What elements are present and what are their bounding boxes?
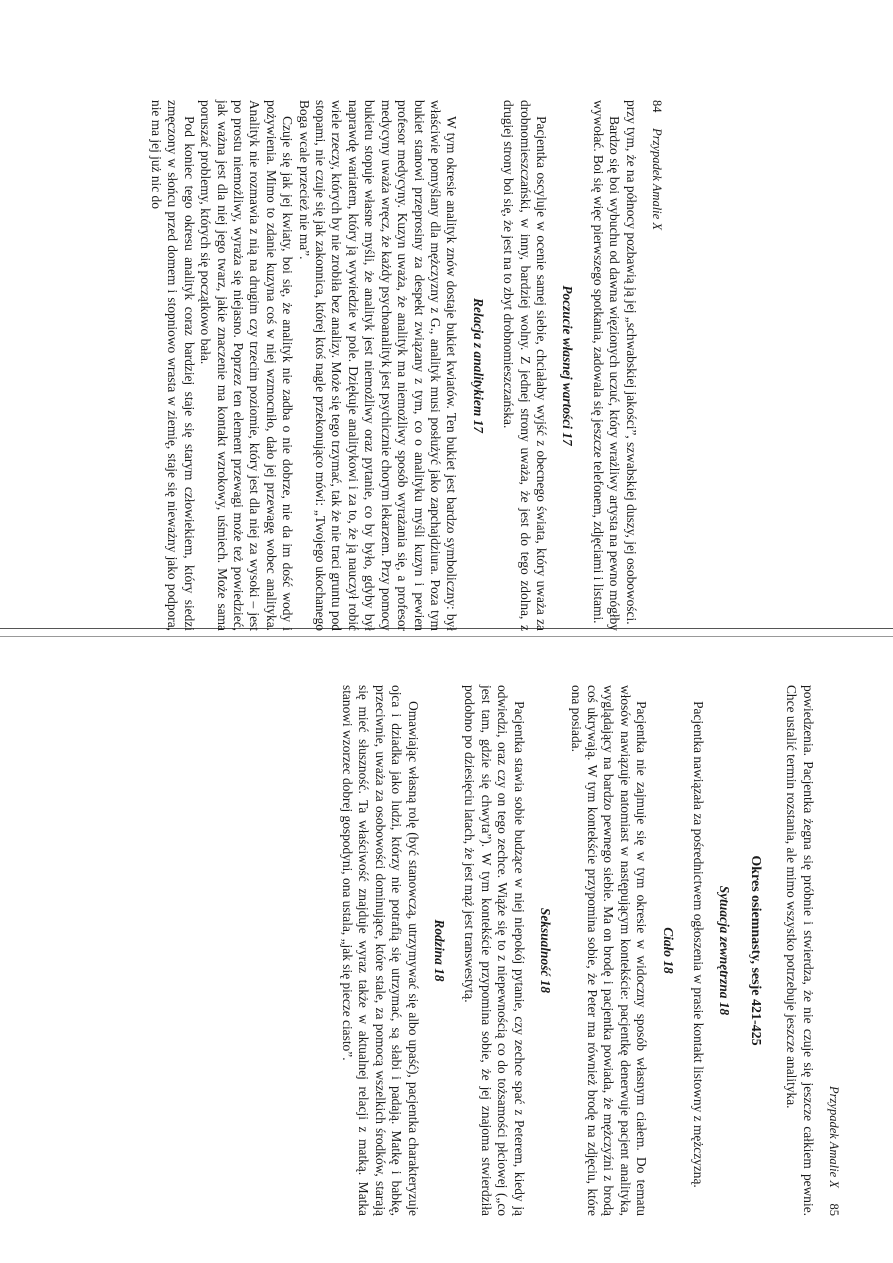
section-heading: Sytuacja zewnętrzna 18	[717, 885, 733, 1016]
section-heading: Poczucie własnej wartości 17	[560, 285, 576, 446]
paragraph: Pacjentka nawiązała za pośrednictwem ogłoszenia w prasie kontakt listowny z mężczyzną.	[690, 701, 706, 1188]
paragraph: Pod koniec tego okresu analityk coraz bardziej staje się starym człowiekiem, który siedzi zmęczony w słońcu przed domem i stopniowo wrasta w ziemię, staje się nieważny jako podpora, nie ma jej już nic do	[149, 100, 197, 631]
running-title: Przypadek Amalie X	[650, 128, 664, 230]
paragraph: powiedzenia. Pacjentka żegna się próbnie i stwierdza, że nie czuje się jeszcze całkiem pewnie. Chce ustalić termin rozstania, ale mimo wszystko potrzebuje jeszcze analityka.	[784, 685, 816, 1216]
paragraph: Omawiając własną rolę (być stanowczą, utrzymywać się albo upaść), pacjentka charakteryzuje ojca i dziadka jako ludzi, którzy nie potrafią się utrzymać, są słabi i padają. Matkę i babkę, przeciwnie, uważa za osobowości dominujące, które stale, za pomocą wszelkich środków, starają się mieć słuszność. Ta właściwość znajduje wyraz także w aktualnej relacji z matką. Matka stanowi wzorzec dobrej gospodyni, ona ustala, „jak się piecze ciasto”.	[340, 685, 421, 1216]
section-heading: Rodzina 18	[432, 919, 448, 982]
section-heading: Seksualność 18	[538, 907, 554, 994]
running-title: Przypadek Amalie X	[827, 1086, 841, 1188]
paragraph: przy tym, że na północy pozbawią ją jej „schwabskiej jakości”, szwabskiej duszy, jej osobowości.	[623, 100, 639, 625]
paragraph: Pacjentka nie zajmuje się w tym okresie w widoczny sposób własnym ciałem. Do tematu włosów nawiązuje natomiast w następującym kontekście: pacjentkę denerwuje pacjent analityka, wyglądający na bardzo pewnego siebie. Ma on brodę i pacjentka powiada, że mężczyźni z brodą coś ukrywają. W tym kontekście przypomina sobie, że Peter ma również brodę na zdjęciu, które ona posiada.	[568, 685, 650, 1216]
section-heading: Ciało 18	[660, 927, 676, 974]
page-85	[340, 685, 842, 1216]
section-heading: Relacja z analitykiem 17	[470, 297, 486, 433]
book-fold-shadow	[0, 636, 893, 637]
paragraph: Czuje się jak jej kwiaty, boi się, że analityk nie zadba o nie dobrze, nie da im dość wody i pożywienia. Mimo to zdanie kuzyna coś w niej wzmocniło, dało jej przewagę wobec analityka. Analityk nie rozmawia z nią na drugim czy trzecim poziomie, który jest dla niej za wysoki – jest po prostu niemożliwy, wyraża się niejasno. Poprzez ten element przewagi może też powiedzieć, jak ważna jest dla niej jego twarz, jakie znaczenie ma kontakt wzrokowy, uśmiech. Może sama poruszać problemy, których się początkowo bała.	[198, 100, 296, 631]
paragraph: Bardzo się boi wybuchu od dawna więzionych uczuć, który wrażliwy artysta na pewno mógłby wywołać. Boi się więc pierwszego spotkania, zadowala się jeszcze telefonem, zdjęciami i listami.	[590, 100, 623, 631]
page-84	[149, 100, 665, 631]
chapter-heading: Okres osiemnasty, sesje 421-425	[747, 855, 763, 1046]
paragraph: Pacjentka oscyluje w ocenie samej siebie, chciałaby wyjść z obecnego świata, który uważa za drobnomieszczański, w inny, bardziej wolny. Z jednej strony uważa, że jest do tego zdolna, z drugiej strony boi się, że jest na to zbyt drobnomieszczańska.	[501, 100, 549, 631]
paragraph: Pacjentka stawia sobie budzące w niej niepokój pytanie, czy zechce spać z Peterem, kiedy ją odwiedzi, oraz czy on tego zechce. Wiąże się to z niepewnością co do tożsamości płciowej („co jest tam, gdzie się chwyta”). W tym kontekście przypomina sobie, że jej znajoma stwierdziła podobno po dziesięciu latach, że jest mąż jest transwestytą.	[462, 685, 527, 1216]
page-number: 84	[650, 100, 664, 113]
paragraph: W tym okresie analityk znów dostaje bukiet kwiatów. Ten bukiet jest bardzo symboliczny: był właściwie pomyślany dla mężczyzny z G., analityk musi posłużyć jako zapchajdziura. Poza tym bukiet stanowi przeprosiny za despekt związany z tym, co o analityku myśli kuzyn i pewien profesor medycyny. Kuzyn uważa, że analityk ma niemożliwy sposób wyrażania się, a profesor medycyny uważa wręcz, że każdy psychoanalityk jest psychicznie chorym lekarzem. Przy pomocy bukietu stopuje własne myśli, że analityk jest niemożliwy oraz pytanie, co by było, gdyby był naprawdę wariatem, który ją wywiedzie w pole. Dziękuje analitykowi i za to, że ją nauczył robić wiele rzeczy, których by nie zrobiła bez analizy. Może się tego trzymać, tak że nie traci gruntu pod stopami, nie czuje się jak zakonnica, której ktoś nagle przekonująco mówi: „Twojego ukochanego Boga wcale przecież nie ma”.	[296, 100, 460, 631]
page-number: 85	[827, 1203, 841, 1216]
running-head	[826, 685, 842, 1216]
running-head	[649, 100, 665, 631]
